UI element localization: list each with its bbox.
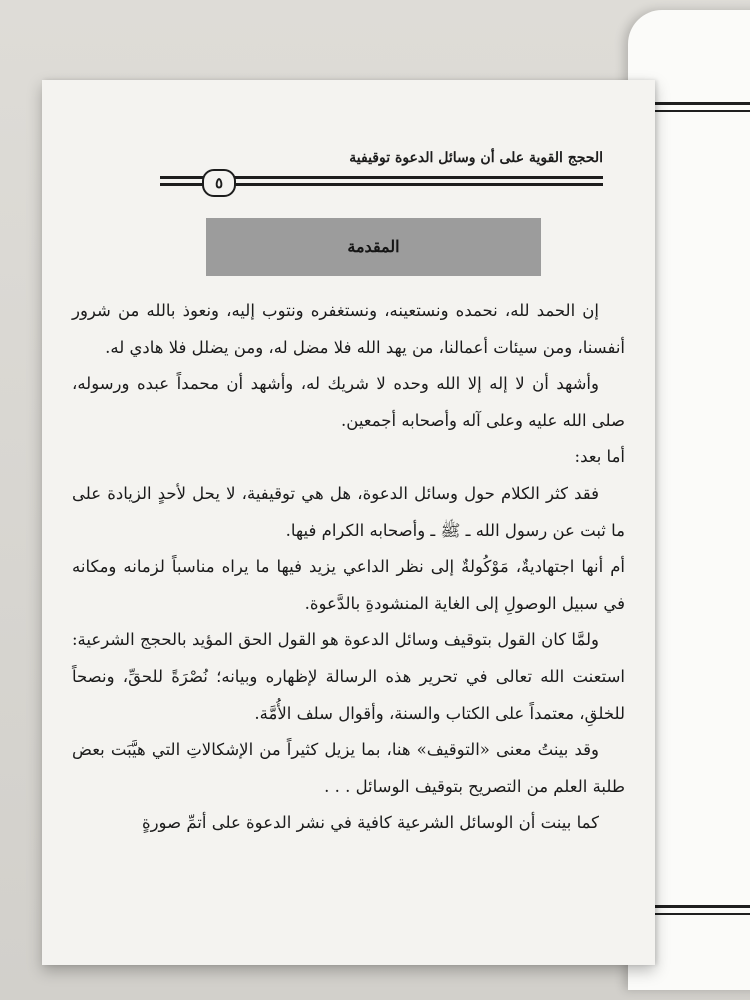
paragraph-meaning: وقد بينتُ معنى «التوقيف» هنا، بما يزيل كثيراً من الإشكالاتِ التي هيَّبَت بعض طلبة العلم من التصريح بتوقيف الوسائل . . . — [72, 740, 625, 796]
paragraph-sufficiency: كما بينت أن الوسائل الشرعية كافية في نشر الدعوة على أتمِّ صورةٍ — [141, 813, 599, 833]
section-title: المقدمة — [347, 237, 400, 256]
running-head: الحجج القوية على أن وسائل الدعوة توقيفية — [349, 150, 603, 166]
paragraph-praise: إن الحمد لله، نحمده ونستعينه، ونستغفره ونتوب إليه، ونعوذ بالله من شرور أنفسنا، ومن سيئات أعمالنا، من يهد الله فلا مضل له، ومن يضلل فلا هادي له. — [72, 301, 625, 357]
page-number: ٥ — [202, 169, 236, 197]
section-title-box — [206, 218, 541, 276]
paragraph-question: فقد كثر الكلام حول وسائل الدعوة، هل هي توقيفية، لا يحل لأحدٍ الزيادة على ما ثبت عن رسول الله ـ ﷺ ـ وأصحابه الكرام فيها. — [72, 483, 625, 540]
book-page — [42, 80, 655, 965]
paragraph-testimony: وأشهد أن لا إله إلا الله وحده لا شريك له، وأشهد أن محمداً عبده ورسوله، صلى الله عليه وعلى آله وأصحابه أجمعين. — [72, 374, 625, 430]
body-text — [72, 293, 625, 842]
paragraph-purpose: ولمَّا كان القول بتوقيف وسائل الدعوة هو القول الحق المؤيد بالحجج الشرعية: استعنت الله تعالى في تحرير هذه الرسالة لإظهاره وبيانه؛ نُصْرَةً للحقِّ، ونصحاً للخلقِ، معتمداً على الكتاب والسنة، وأقوال سلف الأُمَّة. — [72, 630, 625, 723]
paragraph-amma-bad: أما بعد: — [574, 447, 625, 467]
paragraph-alternative: أم أنها اجتهاديةٌ، مَوْكُولةٌ إلى نظر الداعي يزيد فيها ما يراه مناسباً لزمانه ومكانه في سبيل الوصولِ إلى الغاية المنشودةِ بالدَّعوة. — [72, 557, 625, 613]
